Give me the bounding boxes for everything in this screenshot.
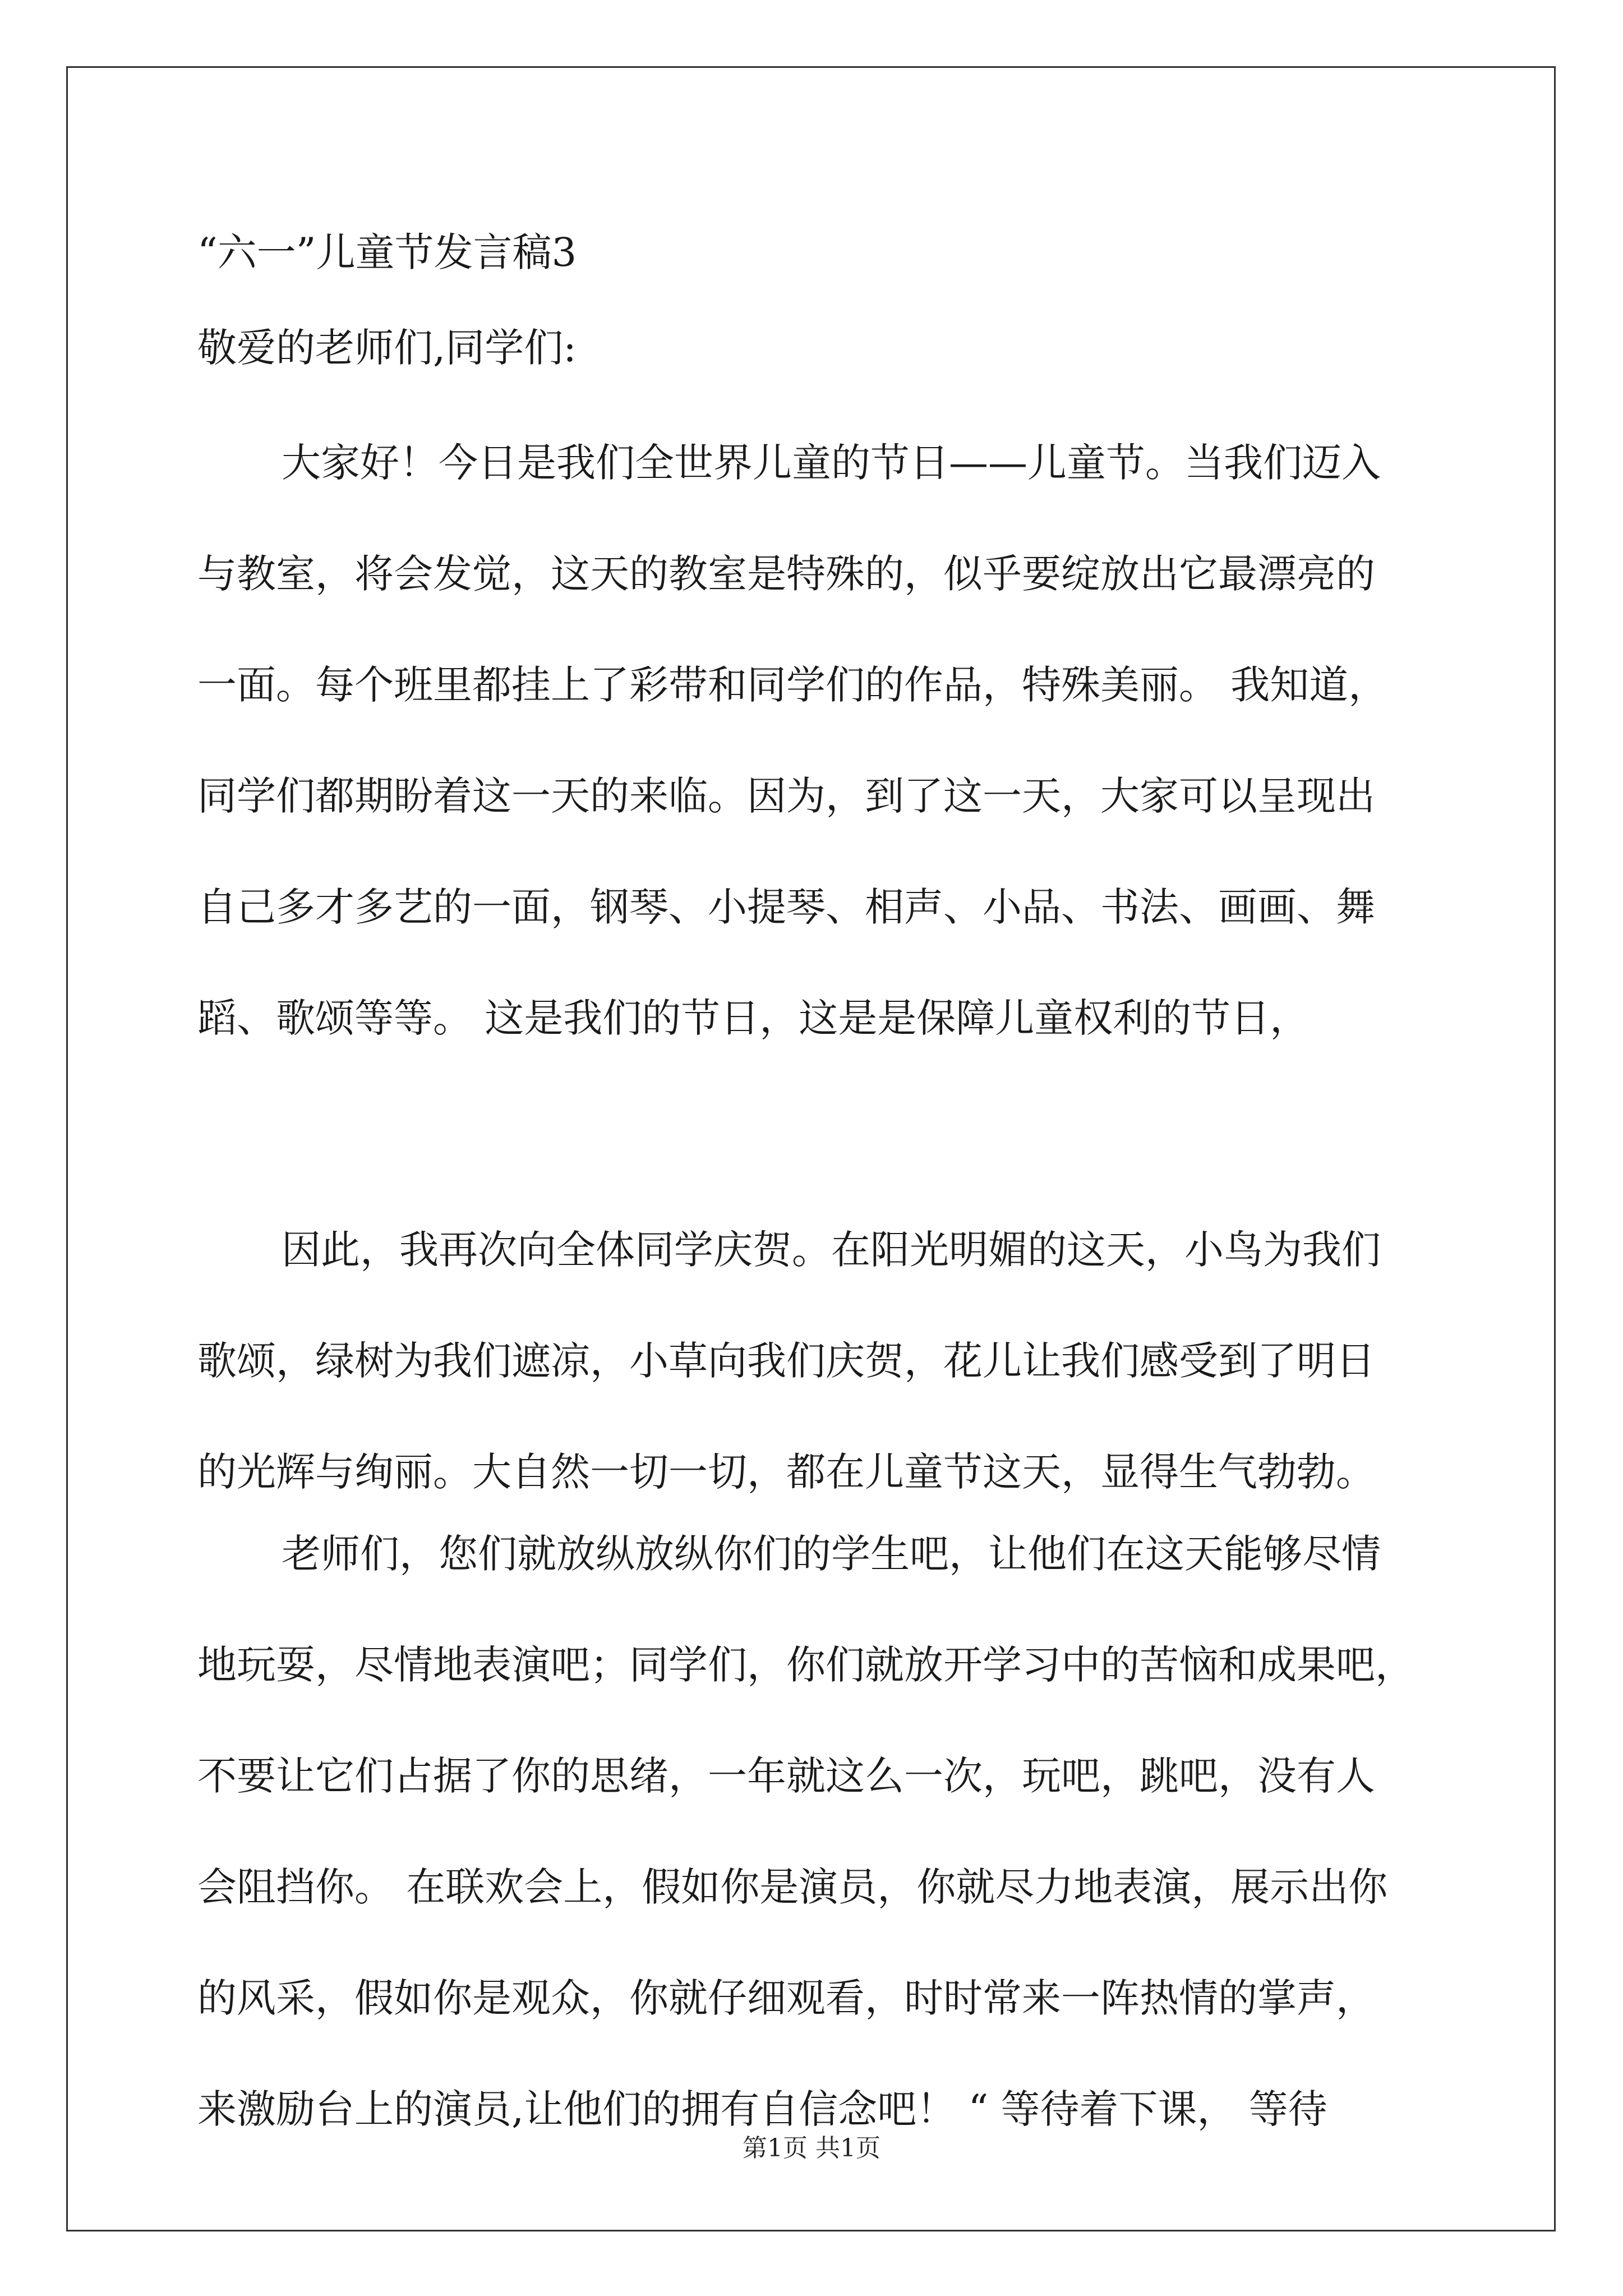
page-footer: 第1页 共1页: [743, 2134, 880, 2162]
greeting-line: 敬爱的老师们,同学们:: [197, 325, 577, 371]
paragraph-line: 一面。每个班里都挂上了彩带和同学们的作品，特殊美丽。 我知道，: [197, 662, 1388, 708]
paragraph-1: [197, 435, 1387, 1046]
paragraph-line: 蹈、歌颂等等。 这是我们的节日，这是是保障儿童权利的节日，: [197, 995, 1310, 1041]
paragraph-line: 的风采，假如你是观众，你就仔细观看，时时常来一阵热情的掌声，: [197, 1975, 1375, 2021]
paragraph-line: 不要让它们占据了你的思绪，一年就这么一次，玩吧，跳吧，没有人: [197, 1753, 1375, 1799]
paragraph-3: [197, 1526, 1414, 2137]
paragraph-line: 同学们都期盼着这一天的来临。因为，到了这一天，大家可以呈现出: [197, 773, 1375, 819]
paragraph-line: 会阻挡你。 在联欢会上，假如你是演员，你就尽力地表演，展示出你: [197, 1864, 1388, 1910]
document-title: “六一”儿童节发言稿3: [197, 229, 577, 275]
paragraph-line: 与教室，将会发觉，这天的教室是特殊的，似乎要绽放出它最漂亮的: [197, 551, 1375, 597]
paragraph-line: 的光辉与绚丽。大自然一切一切，都在儿童节这天，显得生气勃勃。: [197, 1449, 1375, 1495]
paragraph-line: 歌颂，绿树为我们遮凉，小草向我们庆贺，花儿让我们感受到了明日: [197, 1338, 1375, 1384]
paragraph-line: 因此，我再次向全体同学庆贺。在阳光明媚的这天，小鸟为我们: [282, 1227, 1381, 1273]
paragraph-line: 来激励台上的演员,让他们的拥有自信念吧！ “ 等待着下课， 等待: [197, 2086, 1327, 2132]
paragraph-line: 地玩耍，尽情地表演吧；同学们，你们就放开学习中的苦恼和成果吧，: [197, 1642, 1414, 1688]
paragraph-2: [197, 1222, 1381, 1500]
paragraph-line: 老师们，您们就放纵放纵你们的学生吧，让他们在这天能够尽情: [282, 1531, 1381, 1577]
paragraph-line: 自己多才多艺的一面，钢琴、小提琴、相声、小品、书法、画画、舞: [197, 884, 1375, 930]
paragraph-line: 大家好！今日是我们全世界儿童的节日——儿童节。当我们迈入: [282, 440, 1381, 486]
